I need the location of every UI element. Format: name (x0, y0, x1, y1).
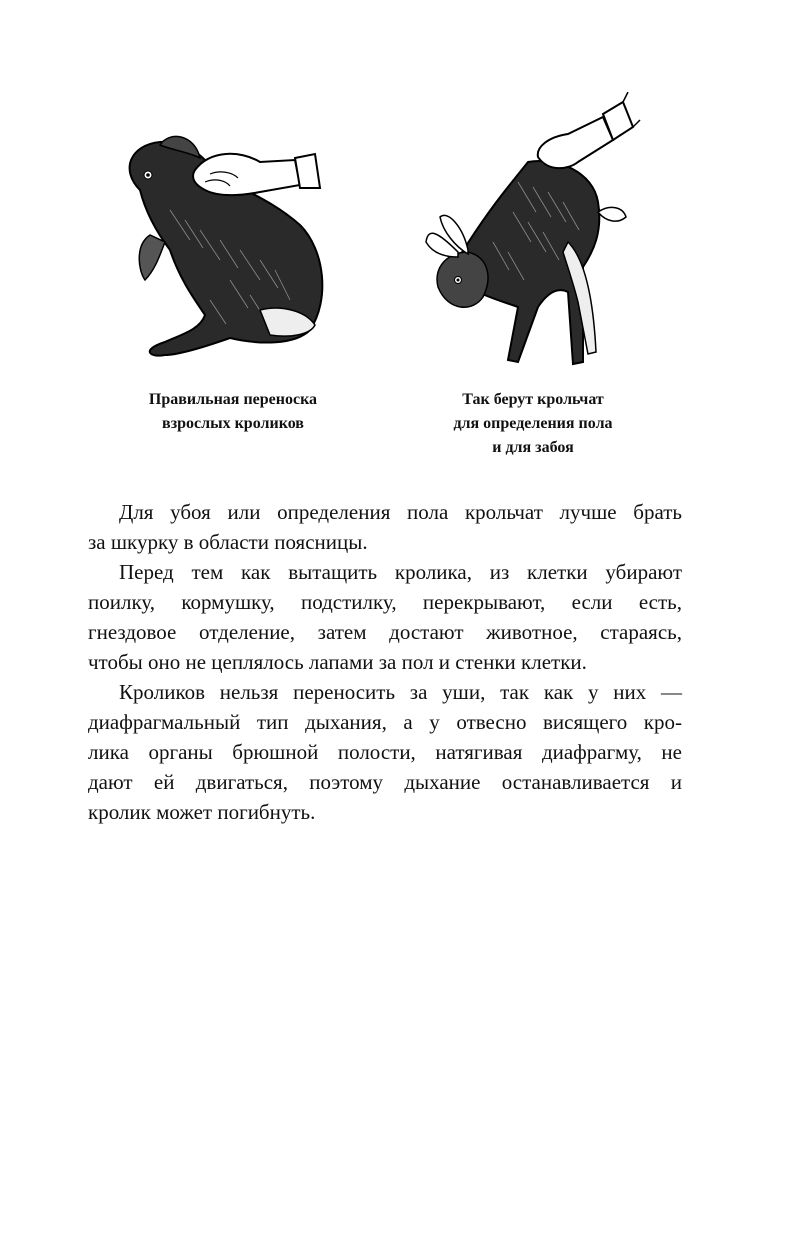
text-line: чтобы оно не цеплялось лапами за пол и стенки клетки. (88, 650, 587, 674)
caption-line: Так берут крольчат (462, 391, 604, 408)
caption-line: для определения пола (453, 415, 613, 432)
text-line: лика органы брюшной полости, натягивая диафрагму, не (88, 740, 682, 764)
text-line: Перед тем как вытащить кролика, из клетки убирают (119, 560, 682, 584)
text-line: Для убоя или определения пола крольчат лучше брать (119, 500, 682, 524)
text-line: поилку, кормушку, подстилку, перекрывают, если есть, (88, 590, 682, 614)
text-line: кролик может погибнуть. (88, 800, 316, 824)
young-rabbit-held-by-back-illustration (418, 92, 643, 377)
body-text (88, 497, 682, 827)
figure-caption-right (418, 388, 648, 460)
rabbit-held-by-scruff-illustration (110, 130, 340, 370)
text-line: диафрагмальный тип дыхания, а у отвесно висящего кро- (88, 710, 682, 734)
text-line: Кроликов нельзя переносить за уши, так как у них — (119, 680, 682, 704)
caption-line: Правильная переноска (148, 391, 318, 408)
caption-line: и для забоя (492, 439, 574, 456)
text-line: дают ей двигаться, поэтому дыхание останавливается и (88, 770, 682, 794)
caption-line: взрослых кроликов (162, 415, 304, 432)
text-line: за шкурку в области поясницы. (88, 530, 368, 554)
text-line: гнездовое отделение, затем достают животное, стараясь, (88, 620, 682, 644)
figure-caption-left (118, 388, 348, 436)
